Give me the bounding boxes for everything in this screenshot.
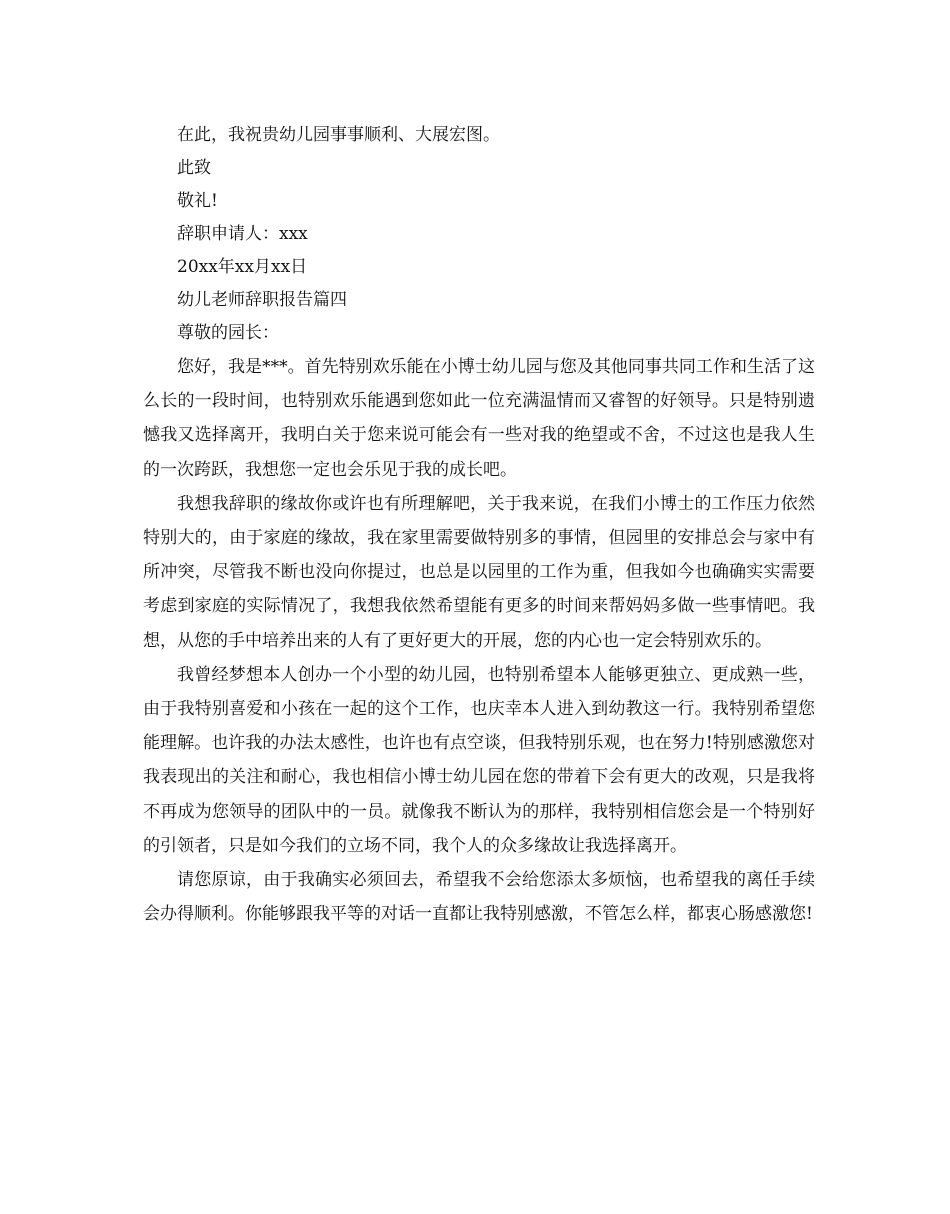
paragraph-2: 我想我辞职的缘故你或许也有所理解吧，关于我来说，在我们小博士的工作压力依然特别大的，由于家庭的缘故，我在家里需要做特别多的事情，但园里的安排总会与家中有所冲突，尽管我不断也没向你提过，也总是以园里的工作为重，但我如今也确确实实需要考虑到家庭的实际情况了，我想我依然希望能有更多的时间来帮妈妈多做一些事情吧。我想，从您的手中培养出来的人有了更好更大的开展，您的内心也一定会特别欢乐的。 — [143, 493, 815, 651]
paragraph-3: 我曾经梦想本人创办一个小型的幼儿园，也特别希望本人能够更独立、更成熟一些，由于我特别喜爱和小孩在一起的这个工作，也庆幸本人进入到幼教这一行。我特别希望您能理解。也许我的办法太感性，也许也有点空谈，但我特别乐观，也在努力!特别感激您对我表现出的关注和耐心，我也相信小博士幼儿园在您的带着下会有更大的改观，只是我将不再成为您领导的团队中的一员。就像我不断认为的那样，我特别相信您会是一个特别好的引领者，只是如今我们的立场不同，我个人的众多缘故让我选择离开。 — [143, 664, 815, 856]
paragraph-1: 您好，我是***。首先特别欢乐能在小博士幼儿园与您及其他同事共同工作和生活了这么长的一段时间，也特别欢乐能遇到您如此一位充满温情而又睿智的好领导。只是特别遗憾我又选择离开，我明白关于您来说可能会有一些对我的绝望或不舍，不过这也是我人生的一次跨跃，我想您一定也会乐见于我的成长吧。 — [143, 357, 815, 480]
signature: 辞职申请人：xxx — [177, 224, 308, 244]
paragraph-4: 请您原谅，由于我确实必须回去，希望我不会给您添太多烦恼，也希望我的离任手续会办得顺利。你能够跟我平等的对话一直都让我特别感激，不管怎么样，都衷心肠感激您! — [143, 870, 815, 925]
date: 20xx年xx月xx日 — [177, 257, 308, 277]
salutation-2: 敬礼! — [177, 191, 218, 211]
salutation-1: 此致 — [177, 158, 211, 178]
addressee: 尊敬的园长： — [177, 323, 279, 343]
closing-wish: 在此，我祝贵幼儿园事事顺利、大展宏图。 — [177, 125, 500, 145]
document-page — [143, 119, 815, 931]
section-title: 幼儿老师辞职报告篇四 — [177, 290, 347, 310]
